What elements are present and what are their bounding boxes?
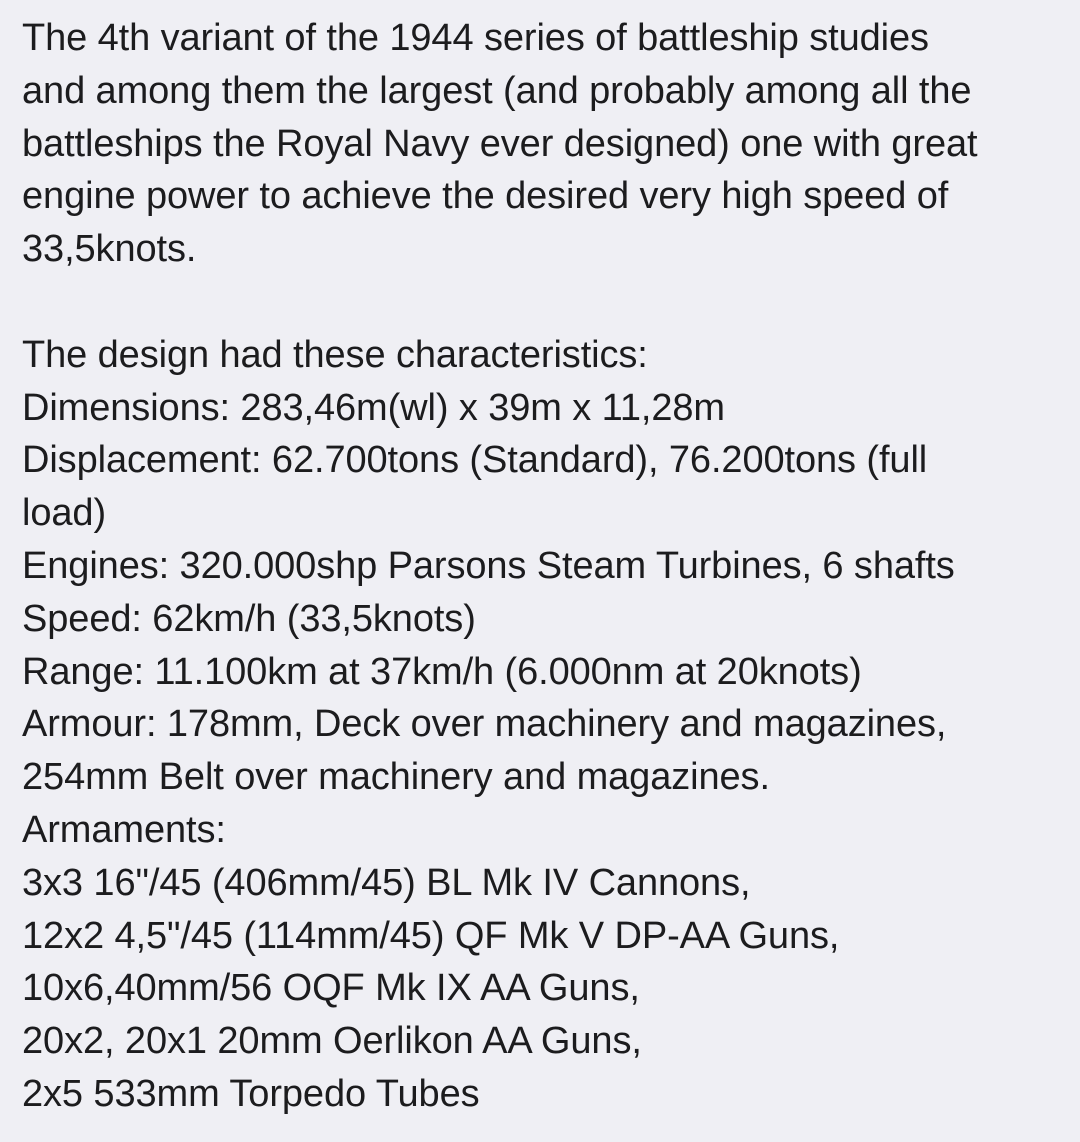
armament-item: 2x5 533mm Torpedo Tubes [22,1072,480,1115]
engines-line: Engines: 320.000shp Parsons Steam Turbines, 6 shafts [22,544,955,587]
speed-line: Speed: 62km/h (33,5knots) [22,597,476,640]
intro-line: battleships the Royal Navy ever designed) one with great [22,122,978,165]
armour-line-continued: 254mm Belt over machinery and magazines. [22,756,770,799]
range-line: Range: 11.100km at 37km/h (6.000nm at 20knots) [22,650,862,693]
intro-line: and among them the largest (and probably among all the [22,69,972,112]
intro-line: 33,5knots. [22,228,197,271]
armament-item: 12x2 4,5"/45 (114mm/45) QF Mk V DP-AA Guns, [22,914,840,957]
characteristics-heading: The design had these characteristics: [22,333,648,376]
paragraph-gap [22,276,1072,329]
dimensions-line: Dimensions: 283,46m(wl) x 39m x 11,28m [22,386,725,429]
intro-line: The 4th variant of the 1944 series of battleship studies [22,17,929,59]
armament-item: 20x2, 20x1 20mm Oerlikon AA Guns, [22,1020,642,1063]
armour-line: Armour: 178mm, Deck over machinery and magazines, [22,703,947,746]
intro-paragraph [22,12,1072,276]
post-body [22,12,1072,1121]
armament-item: 3x3 16"/45 (406mm/45) BL Mk IV Cannons, [22,861,751,904]
intro-line: engine power to achieve the desired very high speed of [22,175,949,218]
armaments-heading: Armaments: [22,808,226,851]
displacement-line-continued: load) [22,492,106,535]
displacement-line: Displacement: 62.700tons (Standard), 76.200tons (full [22,439,928,482]
characteristics-paragraph [22,329,1072,1121]
armament-item: 10x6,40mm/56 OQF Mk IX AA Guns, [22,967,640,1010]
